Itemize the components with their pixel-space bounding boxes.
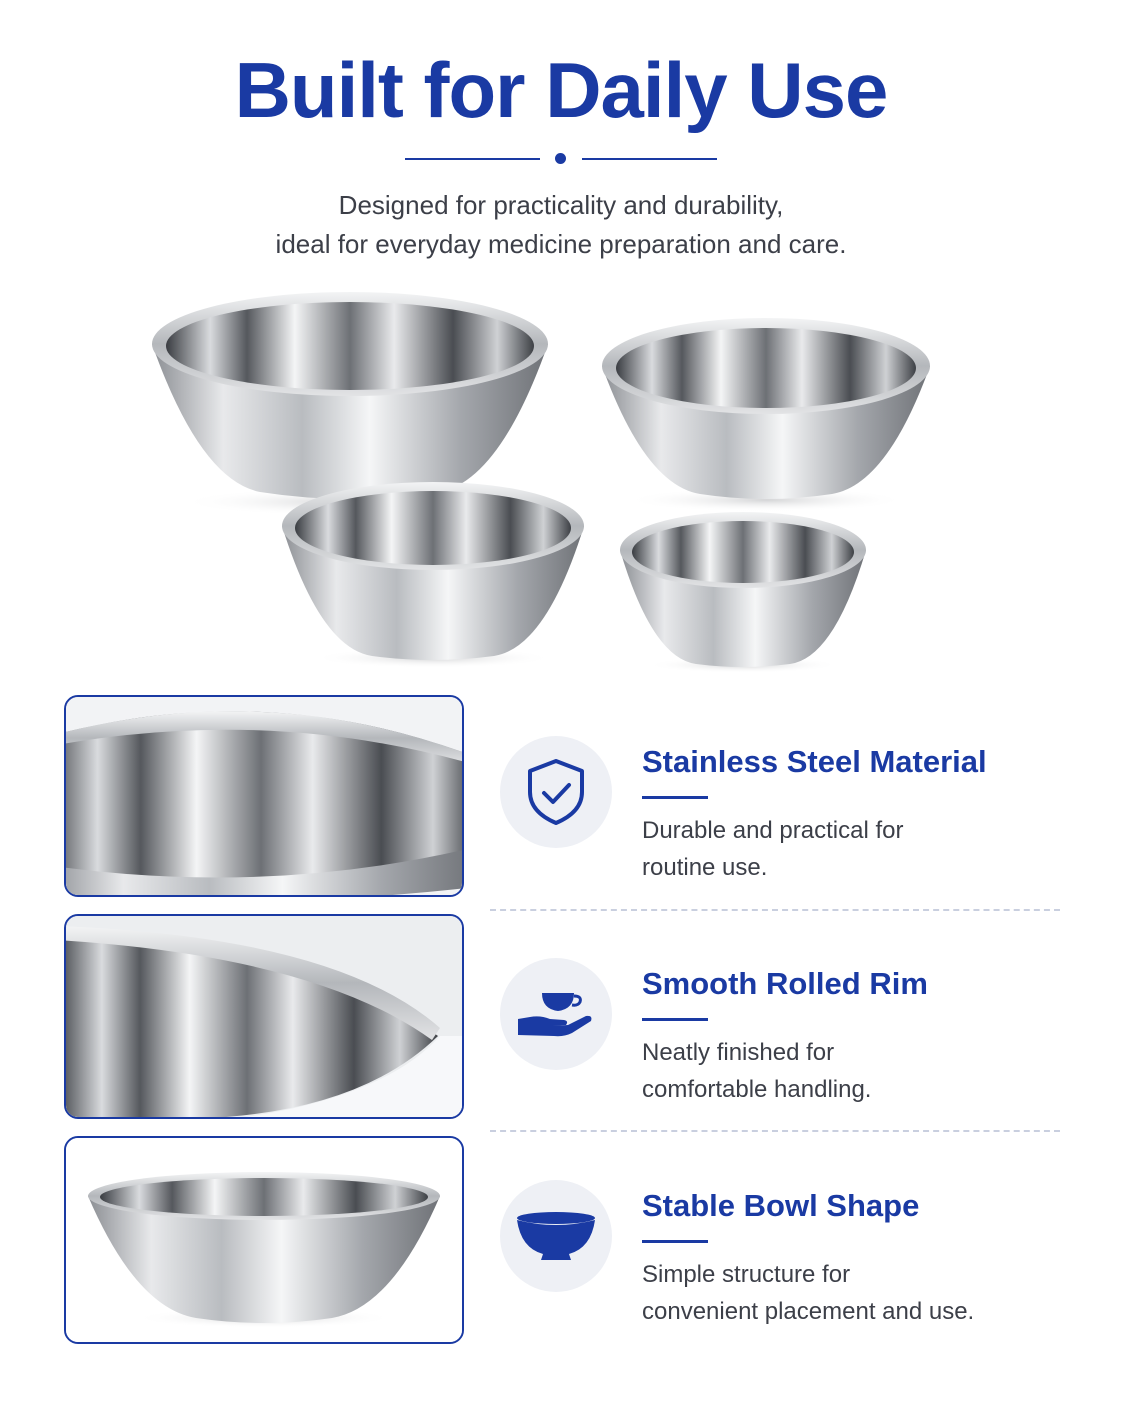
bowl-closeup-material-image bbox=[66, 697, 462, 895]
divider-dot bbox=[555, 153, 566, 164]
bowl-full-shape-image bbox=[66, 1138, 462, 1342]
page-title: Built for Daily Use bbox=[234, 46, 888, 134]
feature-description-line-2: routine use. bbox=[642, 854, 768, 881]
feature-rolled-rim bbox=[500, 958, 1100, 1108]
feature-icon-circle bbox=[500, 958, 612, 1070]
feature-title-underline bbox=[642, 796, 708, 799]
feature-description-line-1: Durable and practical for bbox=[642, 817, 904, 844]
bowl-icon bbox=[515, 1210, 597, 1262]
divider-line-left bbox=[405, 158, 540, 160]
feature-description-line-1: Neatly finished for bbox=[642, 1039, 835, 1066]
feature-description bbox=[642, 1034, 1082, 1108]
feature-title-underline bbox=[642, 1018, 708, 1021]
detail-card-material bbox=[64, 695, 464, 897]
feature-title: Stainless Steel Material bbox=[642, 744, 987, 779]
medium-bowl-image bbox=[602, 318, 930, 512]
small-bowl-image bbox=[282, 482, 584, 668]
feature-title-underline bbox=[642, 1240, 708, 1243]
shield-check-icon bbox=[525, 758, 587, 826]
bowl-set-image bbox=[140, 280, 940, 680]
hand-holding-bowl-icon bbox=[516, 989, 596, 1039]
feature-stable-shape bbox=[500, 1180, 1100, 1330]
feature-separator bbox=[490, 909, 1060, 911]
bowl-closeup-rim-image bbox=[66, 916, 462, 1117]
page-subtitle bbox=[0, 186, 1122, 264]
title-divider bbox=[405, 152, 717, 166]
large-bowl-image bbox=[152, 292, 548, 516]
feature-title: Smooth Rolled Rim bbox=[642, 966, 928, 1001]
feature-title: Stable Bowl Shape bbox=[642, 1188, 920, 1223]
feature-description bbox=[642, 1256, 1082, 1330]
subtitle-line-2: ideal for everyday medicine preparation and care. bbox=[275, 229, 847, 259]
detail-card-shape bbox=[64, 1136, 464, 1344]
feature-icon-circle bbox=[500, 1180, 612, 1292]
feature-icon-circle bbox=[500, 736, 612, 848]
divider-line-right bbox=[582, 158, 717, 160]
detail-card-rim bbox=[64, 914, 464, 1119]
feature-description-line-2: comfortable handling. bbox=[642, 1076, 872, 1103]
feature-stainless-steel bbox=[500, 736, 1100, 886]
smallest-bowl-image bbox=[620, 512, 866, 673]
feature-description-line-1: Simple structure for bbox=[642, 1261, 851, 1288]
feature-separator bbox=[490, 1130, 1060, 1132]
feature-description bbox=[642, 812, 1082, 886]
feature-description-line-2: convenient placement and use. bbox=[642, 1298, 975, 1325]
subtitle-line-1: Designed for practicality and durability, bbox=[338, 190, 784, 220]
